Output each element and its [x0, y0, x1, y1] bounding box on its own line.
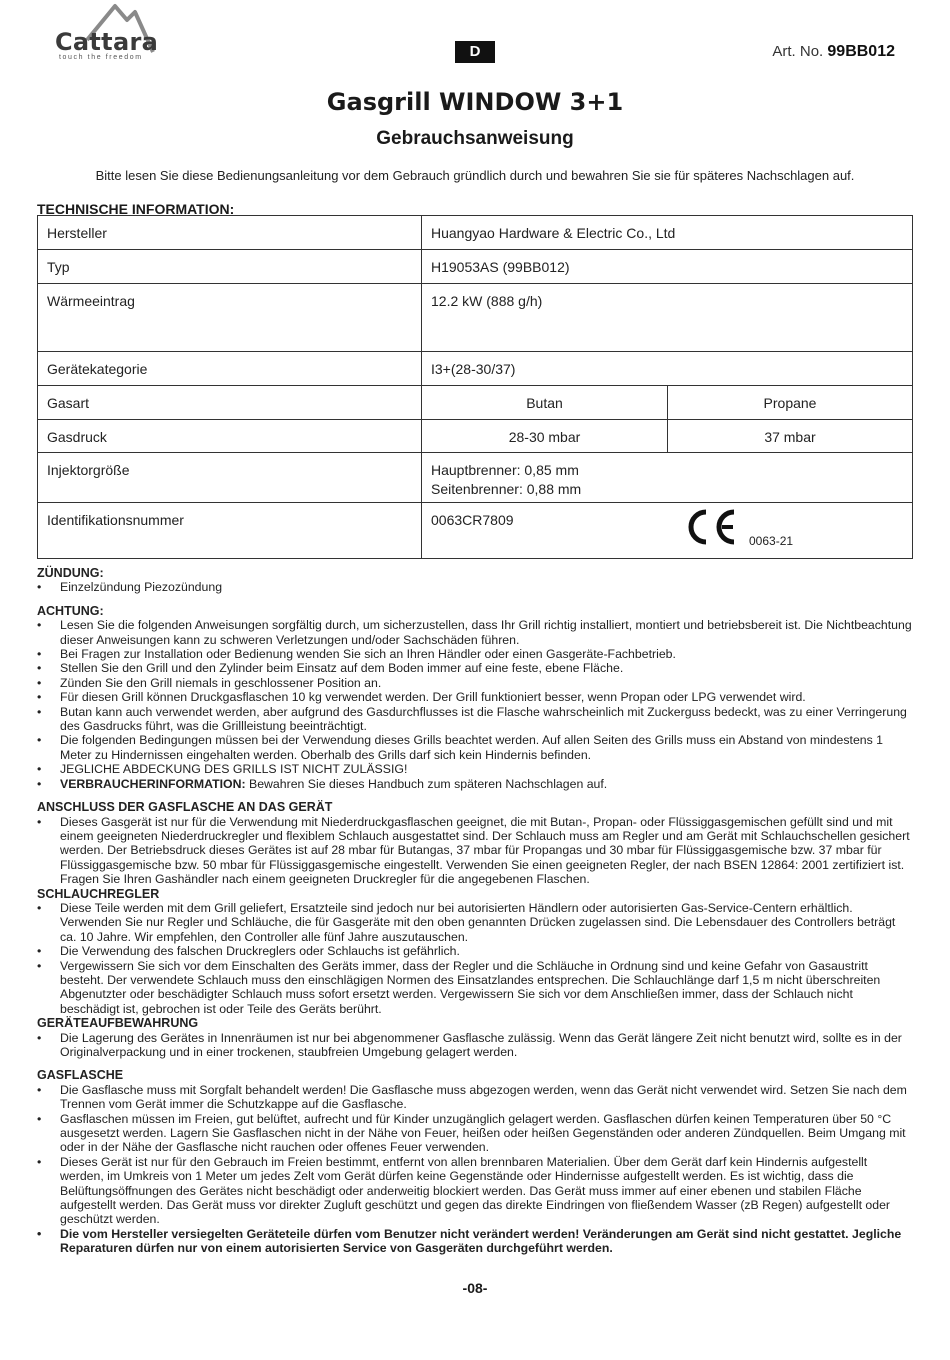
list-item: • Die Verwendung des falschen Druckreglers oder Schlauchs ist gefährlich. — [37, 944, 913, 958]
list-item: • Die vom Hersteller versiegelten Geräteteile dürfen vom Benutzer nicht verändert werden! Veränderungen am Gerät sind nicht gestattet. Jegliche Reparaturen dürfen nur von einem autorisierten Service von Gasgeräten durchgeführt werden. — [37, 1227, 913, 1256]
language-badge: D — [455, 41, 495, 63]
ce-code: 0063-21 — [749, 534, 794, 548]
injector-side: Seitenbrenner: 0,88 mm — [431, 481, 582, 497]
list-item: • Die Gasflasche muss mit Sorgfalt behandelt werden! Die Gasflasche muss abgezogen werden, wenn das Gerät nicht verwendet wird. Setzen Sie nach dem Trennen vom Gerät immer die Schutzkappe auf die Gasflasche. — [37, 1083, 913, 1112]
spec-value-manufacturer: Huangyao Hardware & Electric Co., Ltd — [422, 216, 913, 250]
list-item: • Butan kann auch verwendet werden, aber aufgrund des Gasdurchflusses ist die Flasche wahrscheinlich mit Zuckerguss bedeckt, was zu einer Verringerung des Gasdrucks führt, was die Grillleistung beeinträchtigt. — [37, 705, 913, 734]
table-row — [38, 250, 913, 284]
brand-tagline: touch the freedom — [59, 54, 143, 61]
hose-list — [37, 901, 913, 1016]
storage-list — [37, 1031, 913, 1060]
cylinder-heading: GASFLASCHE — [37, 1068, 124, 1083]
list-item: • JEGLICHE ABDECKUNG DES GRILLS IST NICHT ZULÄSSIG! — [37, 762, 913, 776]
article-value: 99BB012 — [827, 43, 895, 60]
instructions-body — [37, 566, 913, 1256]
warning-list — [37, 618, 913, 791]
spec-value-heat: 12.2 kW (888 g/h) — [422, 284, 913, 352]
tech-heading: TECHNISCHE INFORMATION: — [37, 201, 235, 217]
list-item: • Bei Fragen zur Installation oder Bedienung wenden Sie sich an Ihren Händler oder einen Gasgeräte-Fachbetrieb. — [37, 647, 913, 661]
spec-table — [37, 215, 913, 559]
spec-value-id-cell — [422, 503, 913, 559]
spec-value-type: H19053AS (99BB012) — [422, 250, 913, 284]
brand-logo — [55, 2, 159, 61]
consumer-text: Bewahren Sie dieses Handbuch zum späteren Nachschlagen auf. — [245, 776, 608, 791]
consumer-label: VERBRAUCHERINFORMATION: — [60, 776, 246, 791]
spec-value-id: 0063CR7809 — [431, 512, 514, 528]
ce-mark-icon — [686, 508, 740, 546]
page-title: Gasgrill WINDOW 3+1 — [326, 88, 624, 116]
article-number — [772, 43, 895, 61]
spec-value-butane: Butan — [422, 386, 668, 420]
table-row — [38, 420, 913, 453]
list-item: • Für diesen Grill können Druckgasflaschen 10 kg verwendet werden. Der Grill funktioniert besser, wenn Propan oder LPG verwendet wird. — [37, 690, 913, 704]
table-row — [38, 352, 913, 386]
list-item: • Gasflaschen müssen im Freien, gut belüftet, aufrecht und für Kinder unzugänglich gelagert werden. Gasflaschen dürfen keinen Temperaturen über 50 °C ausgesetzt werden. Lagern Sie Gasflaschen nicht in der Nähe von Feuer, heißen oder heißen Gegenständen oder anderen Zündquellen. Beim Umgang mit oder in der Nähe der Gasflasche nicht rauchen oder offenes Feuer verwenden. — [37, 1112, 913, 1155]
injector-main: Hauptbrenner: 0,85 mm — [431, 462, 579, 478]
spec-value-propane: Propane — [668, 386, 913, 420]
list-item: • Dieses Gasgerät ist nur für die Verwendung mit Niederdruckgasflaschen geeignet, die mit Butan-, Propan- oder Flüssiggasgemischen gefüllt sind und mit einem geeigneten Niederdruckregler und flexiblem Schlauch ausgestattet sind. Der Schlauch muss am Regler und am Gerät mit Schlauchschellen gesichert werden. Der Betriebsdruck dieses Gerätes ist auf 28 mbar für Butangas, 37 mbar für Propangas und 30 mbar für Flüssiggasgemische bzw. 37 mbar für Flüssiggasgemische bzw. 50 mbar für Flüssiggasgemische eingestellt. Verwenden Sie einen geeigneten Regler, der nach BSEN 12864: 2001 zertifiziert ist. Fragen Sie Ihren Gashändler nach einem geeigneten Druckregler für die angegebenen Flaschen. — [37, 815, 913, 887]
storage-heading: GERÄTEAUFBEWAHRUNG — [37, 1016, 199, 1031]
warning-heading: ACHTUNG: — [37, 603, 104, 618]
list-item: • Einzelzündung Piezozündung — [37, 580, 913, 594]
list-item: • Die folgenden Bedingungen müssen bei der Verwendung dieses Grills beachtet werden. Auf allen Seiten des Grills muss ein Abstand von mindestens 1 Meter zu Hindernissen eingehalten werden. Oberhalb des Grills darf sich kein Hindernis befinden. — [37, 733, 913, 762]
spec-label-gastype: Gasart — [38, 386, 422, 420]
page-subtitle: Gebrauchsanweisung — [376, 128, 574, 149]
spec-label-id: Identifikationsnummer — [38, 503, 422, 559]
list-item: • Lesen Sie die folgenden Anweisungen sorgfältig durch, um sicherzustellen, dass Ihr Grill richtig installiert, montiert und betriebsbereit ist. Die Nichtbeachtung dieser Anweisungen kann zu schweren Verletzungen und/oder Sachschäden führen. — [37, 618, 913, 647]
spec-value-category: I3+(28-30/37) — [422, 352, 913, 386]
spec-label-injector: Injektorgröße — [38, 453, 422, 503]
table-row — [38, 284, 913, 352]
page-number: -08- — [462, 1280, 488, 1296]
connection-heading: ANSCHLUSS DER GASFLASCHE AN DAS GERÄT — [37, 800, 333, 815]
spec-label-manufacturer: Hersteller — [38, 216, 422, 250]
article-label: Art. No. — [772, 43, 824, 60]
spec-value-pressure-butane: 28-30 mbar — [422, 420, 668, 453]
hose-heading: SCHLAUCHREGLER — [37, 886, 160, 901]
spec-label-type: Typ — [38, 250, 422, 284]
list-item: • Stellen Sie den Grill und den Zylinder beim Einsatz auf dem Boden immer auf eine feste, ebene Fläche. — [37, 661, 913, 675]
connection-list — [37, 815, 913, 887]
spec-label-pressure: Gasdruck — [38, 420, 422, 453]
table-row — [38, 216, 913, 250]
list-item: • Diese Teile werden mit dem Grill geliefert, Ersatzteile sind jedoch nur bei autorisierten Händlern oder autorisierten Gas-Service-Centern erhältlich. Verwenden Sie nur Regler und Schläuche, die für Gasgeräte mit den oben genannten Drücken zugelassen sind. Die Lebensdauer des Controllers beträgt ca. 10 Jahre. Wir empfehlen, den Controller alle fünf Jahre auszutauschen. — [37, 901, 913, 944]
brand-name: Cattara — [55, 28, 159, 56]
list-item: • Vergewissern Sie sich vor dem Einschalten des Geräts immer, dass der Regler und die Schläuche in Ordnung sind und keine Gefahr von Gasaustritt besteht. Der verwendete Schlauch muss den einschlägigen Normen des Einsatzlandes entsprechen. Die Schlauchlänge darf 1,5 m nicht überschreiten Abgenutzter oder beschädigter Schlauch muss sofort ersetzt werden. Vergewissern Sie sich vor dem Anschließen immer, dass der Schlauch nicht beschädigt ist, gebrochen ist oder Teile des Geräts berührt. — [37, 959, 913, 1017]
list-item: • Dieses Gerät ist nur für den Gebrauch im Freien bestimmt, entfernt von allen brennbaren Materialien. Über dem Gerät darf kein Hindernis aufgestellt werden, im Umkreis von 1 Meter um jedes Zelt vom Gerät dürfen keine Gegenstände oder Hindernisse aufgestellt werden. Es ist wichtig, dass die Belüftungsöffnungen des Gerätes nicht beschädigt oder anderweitig blockiert werden. Das Gerät muss immer auf einer ebenen und stabilen Fläche aufgestellt werden. Das Gerät muss vor direkter Zugluft geschützt und gegen das direkte Eindringen von fließendem Wasser (zB Regen) aufgestellt oder geschützt werden. — [37, 1155, 913, 1227]
cylinder-list — [37, 1083, 913, 1256]
list-item: • Zünden Sie den Grill niemals in geschlossener Position an. — [37, 676, 913, 690]
table-row — [38, 503, 913, 559]
table-row — [38, 453, 913, 503]
ignition-list — [37, 580, 913, 594]
ignition-heading: ZÜNDUNG: — [37, 566, 104, 580]
list-item: • Die Lagerung des Gerätes in Innenräumen ist nur bei abgenommener Gasflasche zulässig. Wenn das Gerät längere Zeit nicht benutzt wird, sollte es in der Originalverpackung und in einer trockenen, staubfreien Umgebung gelagert werden. — [37, 1031, 913, 1060]
spec-value-pressure-propane: 37 mbar — [668, 420, 913, 453]
spec-label-category: Gerätekategorie — [38, 352, 422, 386]
intro-text: Bitte lesen Sie diese Bedienungsanleitung vor dem Gebrauch gründlich durch und bewahren Sie sie für späteres Nachschlagen auf. — [95, 168, 855, 183]
list-item — [37, 777, 913, 791]
table-row — [38, 386, 913, 420]
spec-value-injector — [422, 453, 913, 503]
spec-label-heat: Wärmeeintrag — [38, 284, 422, 352]
